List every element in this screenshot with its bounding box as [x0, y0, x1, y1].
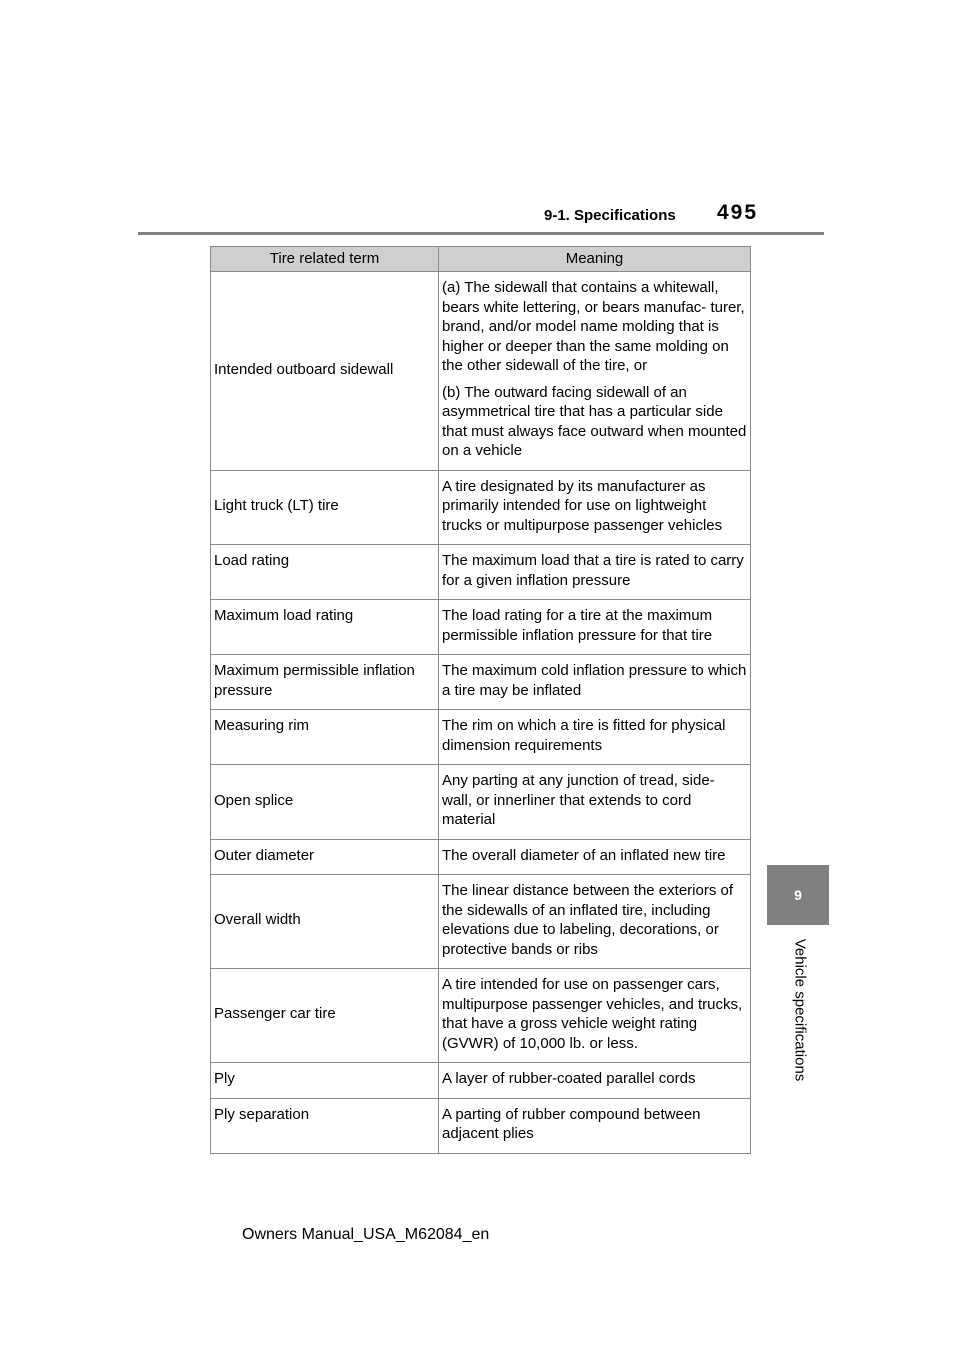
term-cell: Intended outboard sidewall: [211, 272, 439, 471]
section-title: 9-1. Specifications: [544, 207, 676, 224]
meaning-cell: A tire intended for use on passenger cars, multipurpose passenger vehicles, and trucks, that have a gross vehicle weight rating (GVWR) of 10,000 lb. or less.: [439, 969, 751, 1063]
table-header-row: [211, 247, 751, 272]
table-row: [211, 655, 751, 710]
tire-terms-table: [210, 246, 751, 1154]
meaning-cell: A layer of rubber-coated parallel cords: [439, 1063, 751, 1099]
meaning-cell: Any parting at any junction of tread, side- wall, or innerliner that extends to cord material: [439, 765, 751, 840]
meaning-cell: The rim on which a tire is fitted for physical dimension requirements: [439, 710, 751, 765]
table-row: [211, 600, 751, 655]
chapter-label: Vehicle specifications: [791, 938, 809, 1082]
term-cell: Light truck (LT) tire: [211, 470, 439, 545]
meaning-paragraph-a: (a) The sidewall that contains a whitewall, bears white lettering, or bears manufac- turer, brand, and/or model name molding that is higher or deeper than the same molding on the other sidewall of the tire, or: [442, 279, 745, 374]
term-cell: Outer diameter: [211, 839, 439, 875]
document-footer: Owners Manual_USA_M62084_en: [242, 1226, 490, 1243]
term-cell: Measuring rim: [211, 710, 439, 765]
meaning-cell: The linear distance between the exteriors of the sidewalls of an inflated tire, including elevations due to labeling, decorations, or protective bands or ribs: [439, 875, 751, 969]
column-header-meaning: Meaning: [439, 247, 751, 272]
column-header-term: Tire related term: [211, 247, 439, 272]
term-cell: Ply: [211, 1063, 439, 1099]
table-row: [211, 1098, 751, 1153]
meaning-cell: The load rating for a tire at the maximum permissible inflation pressure for that tire: [439, 600, 751, 655]
meaning-cell: The overall diameter of an inflated new tire: [439, 839, 751, 875]
meaning-cell: [439, 272, 751, 471]
page-number: 495: [717, 201, 759, 224]
table-row: [211, 1063, 751, 1099]
meaning-cell: The maximum cold inflation pressure to which a tire may be inflated: [439, 655, 751, 710]
meaning-cell: A parting of rubber compound between adjacent plies: [439, 1098, 751, 1153]
chapter-tab: [767, 865, 829, 925]
meaning-paragraph-b: (b) The outward facing sidewall of an asymmetrical tire that has a particular side that must always face outward when mounted on a vehicle: [442, 383, 747, 459]
table-row: [211, 875, 751, 969]
table-row: [211, 839, 751, 875]
term-cell: Overall width: [211, 875, 439, 969]
table-row: [211, 545, 751, 600]
table-row: [211, 470, 751, 545]
table-row: [211, 710, 751, 765]
term-cell: Passenger car tire: [211, 969, 439, 1063]
chapter-number: 9: [794, 887, 802, 903]
table-row: [211, 765, 751, 840]
term-cell: Maximum load rating: [211, 600, 439, 655]
term-cell: Open splice: [211, 765, 439, 840]
table-row: [211, 969, 751, 1063]
table-row: [211, 272, 751, 471]
term-cell: Load rating: [211, 545, 439, 600]
header-divider: [138, 232, 824, 235]
meaning-cell: A tire designated by its manufacturer as primarily intended for use on lightweight trucks or multipurpose passenger vehicles: [439, 470, 751, 545]
term-cell: Ply separation: [211, 1098, 439, 1153]
term-cell: Maximum permissible inflation pressure: [211, 655, 439, 710]
meaning-cell: The maximum load that a tire is rated to carry for a given inflation pressure: [439, 545, 751, 600]
